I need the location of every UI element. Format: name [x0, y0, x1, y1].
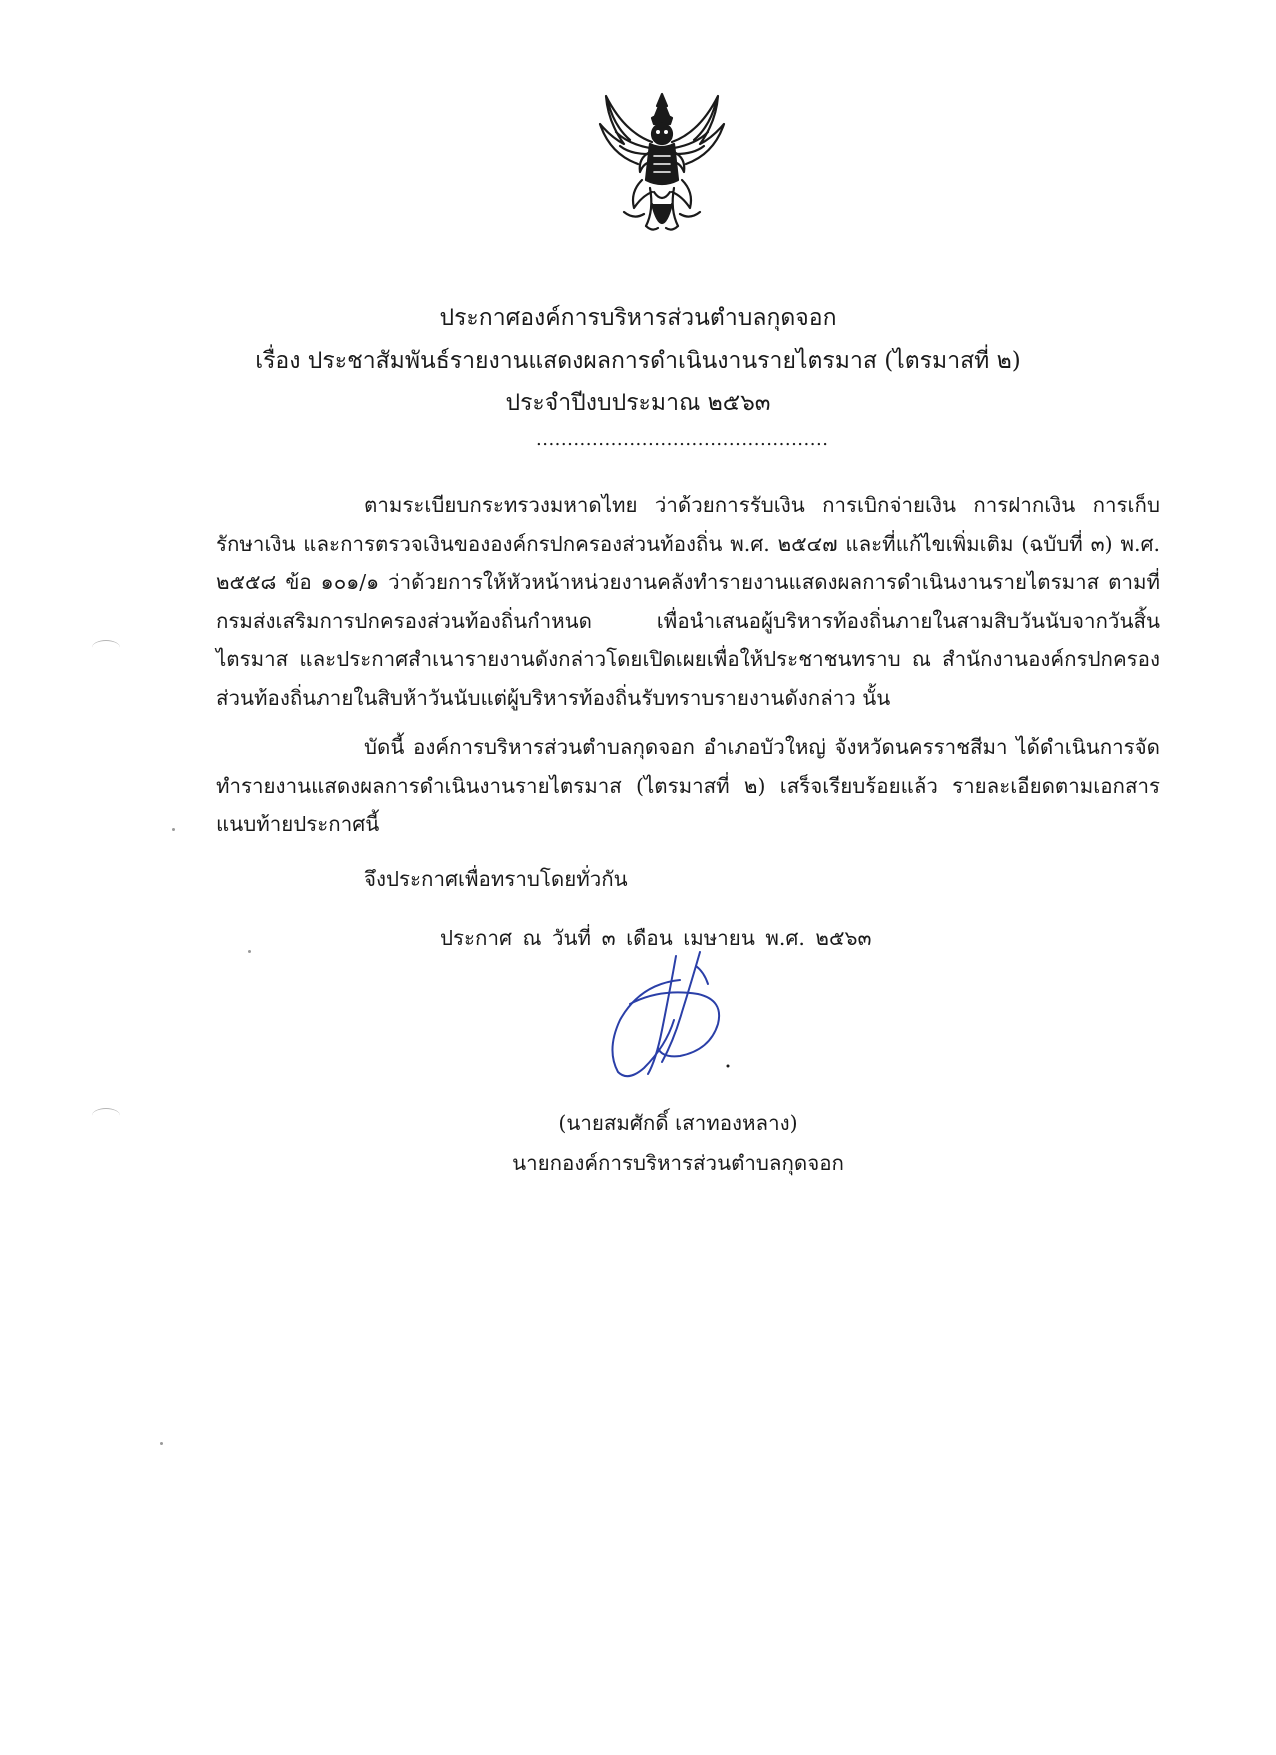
signer-name: (นายสมศักดิ์ เสาทองหลาง) — [558, 1111, 798, 1135]
fiscal-year-line: ประจำปีงบประมาณ ๒๕๖๓ — [505, 390, 771, 416]
scan-speck — [160, 1442, 163, 1445]
punch-hole-mark — [92, 640, 120, 655]
announcement-subject: เรื่อง ประชาสัมพันธ์รายงานแสดงผลการดำเนินงานรายไตรมาส (ไตรมาสที่ ๒) — [255, 348, 1021, 374]
signer-position: นายกองค์การบริหารส่วนตำบลกุดจอก — [512, 1151, 844, 1175]
announcement-date: ประกาศ ณ วันที่ ๓ เดือน เมษายน พ.ศ. ๒๕๖๓ — [440, 926, 872, 950]
handwritten-signature-icon — [600, 950, 750, 1080]
scan-speck — [172, 828, 175, 831]
body-paragraph-regulation: ตามระเบียบกระทรวงมหาดไทย ว่าด้วยการรับเงิน การเบิกจ่ายเงิน การฝากเงิน การเก็บรักษาเงิน และการตรวจเงินขององค์กรปกครองส่วนท้องถิ่น พ.ศ. ๒๕๔๗ และที่แก้ไขเพิ่มเติม (ฉบับที่ ๓) พ.ศ. ๒๕๕๘ ข้อ ๑๐๑/๑ ว่าด้วยการให้หัวหน้าหน่วยงานคลังทำรายงานแสดงผลการดำเนินงานรายไตรมาส ตามที่กรมส่งเสริมการปกครองส่วนท้องถิ่นกำหนด เพื่อนำเสนอผู้บริหารท้องถิ่นภายในสามสิบวันนับจากวันสิ้นไตรมาส และประกาศสำเนารายงานดังกล่าวโดยเปิดเผยเพื่อให้ประชาชนทราบ ณ สำนักงานองค์กรปกครองส่วนท้องถิ่นภายในสิบห้าวันนับแต่ผู้บริหารท้องถิ่นรับทราบรายงานดังกล่าว นั้น — [216, 493, 1160, 710]
punch-hole-mark — [92, 1108, 120, 1123]
title-separator: ............................................... — [536, 430, 829, 450]
garuda-emblem-icon — [594, 92, 730, 242]
scan-speck — [248, 950, 251, 953]
body-paragraph-completion: บัดนี้ องค์การบริหารส่วนตำบลกุดจอก อำเภอบัวใหญ่ จังหวัดนครราชสีมา ได้ดำเนินการจัดทำรายงานแสดงผลการดำเนินงานรายไตรมาส (ไตรมาสที่ ๒) เสร็จเรียบร้อยแล้ว รายละเอียดตามเอกสารแนบท้ายประกาศนี้ — [216, 735, 1160, 836]
closing-statement: จึงประกาศเพื่อทราบโดยทั่วกัน — [364, 867, 628, 891]
announcement-title: ประกาศองค์การบริหารส่วนตำบลกุดจอก — [439, 305, 837, 331]
